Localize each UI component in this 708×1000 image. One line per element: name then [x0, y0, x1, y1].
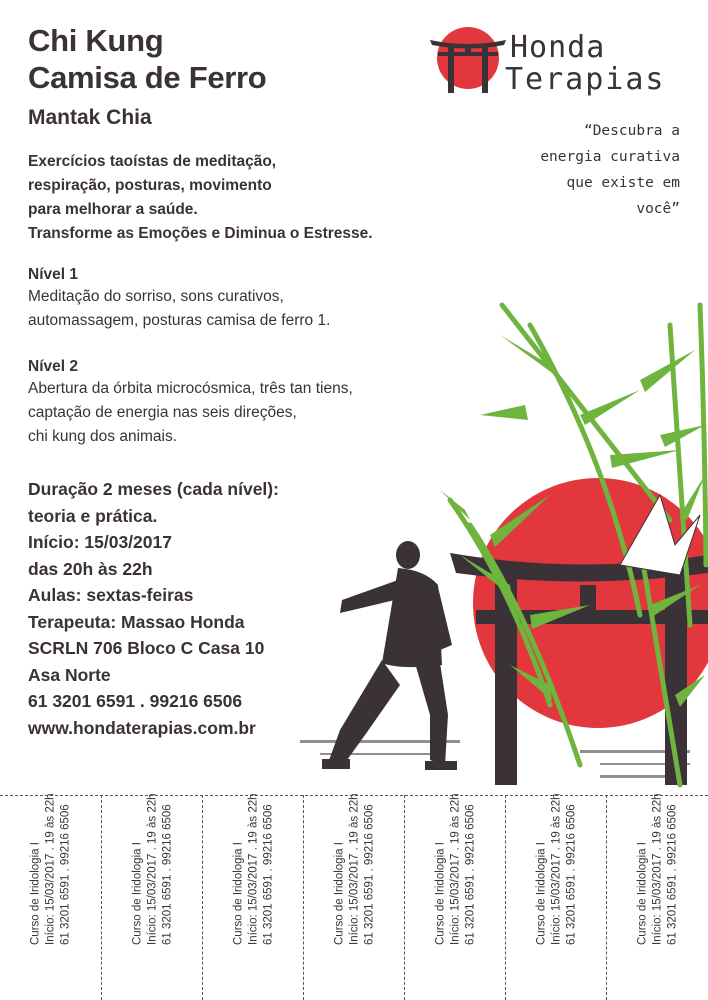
tear-tab-line: Curso de Iridologia I	[232, 842, 244, 945]
tear-tab-line: Curso de Iridologia I	[535, 842, 547, 945]
tear-tab-line: 61 3201 6591 . 99216 6506	[666, 804, 678, 945]
level-2-title: Nível 2	[28, 358, 78, 375]
quote-line: você”	[636, 201, 680, 217]
tear-tab-line: Início: 15/03/2017 . 19 às 22h	[449, 793, 461, 945]
tear-tab-line: Início: 15/03/2017 . 19 às 22h	[247, 793, 259, 945]
intro-line: Exercícios taoístas de meditação,	[28, 153, 277, 170]
page-title	[28, 22, 266, 96]
tear-tab-line: 61 3201 6591 . 99216 6506	[565, 804, 577, 945]
tear-tab-line: 61 3201 6591 . 99216 6506	[464, 804, 476, 945]
tear-tab-text	[433, 793, 478, 945]
detail-line: das 20h às 22h	[28, 558, 153, 579]
tear-off-tabs	[0, 795, 708, 1000]
intro-text	[28, 150, 373, 246]
intro-line: respiração, posturas, movimento	[28, 177, 272, 194]
tear-tab-line: 61 3201 6591 . 99216 6506	[363, 804, 375, 945]
level-1-line: automassagem, posturas camisa de ferro 1.	[28, 312, 331, 329]
quote-line: energia curativa	[540, 149, 680, 165]
level-2-line: Abertura da órbita microcósmica, três tan tiens,	[28, 380, 353, 397]
tear-tab-text	[635, 793, 680, 945]
level-2-line: captação de energia nas seis direções,	[28, 404, 297, 421]
detail-line: Início: 15/03/2017	[28, 532, 172, 552]
level-1-title: Nível 1	[28, 266, 78, 283]
quote-line: que existe em	[566, 175, 680, 191]
tear-tab-text	[130, 793, 175, 945]
tear-tab-line: Início: 15/03/2017 . 19 às 22h	[44, 793, 56, 945]
title-line-1: Chi Kung	[28, 23, 164, 58]
tear-tab[interactable]	[0, 795, 101, 1000]
tear-tab[interactable]	[303, 795, 405, 1000]
detail-line: Asa Norte	[28, 664, 111, 685]
tear-tab-line: Curso de Iridologia I	[636, 842, 648, 945]
tear-tab-line: Início: 15/03/2017 . 19 às 22h	[651, 793, 663, 945]
detail-line: Duração 2 meses (cada nível):	[28, 479, 279, 499]
logo-word-honda: Honda	[510, 30, 606, 65]
tear-tab[interactable]	[505, 795, 607, 1000]
logo-word-terapias: Terapias	[505, 62, 666, 97]
tear-tab[interactable]	[202, 795, 304, 1000]
course-details	[28, 476, 279, 741]
tear-tab[interactable]	[404, 795, 506, 1000]
tear-tab-text	[534, 793, 579, 945]
detail-line: Terapeuta: Massao Honda	[28, 611, 245, 632]
tear-tab-line: Curso de Iridologia I	[29, 842, 41, 945]
quote-line: “Descubra a	[583, 123, 680, 139]
website-link[interactable]: www.hondaterapias.com.br	[28, 717, 256, 738]
tear-tab-line: Curso de Iridologia I	[333, 842, 345, 945]
detail-line: Aulas: sextas-feiras	[28, 585, 194, 605]
tear-tab-text	[28, 793, 73, 945]
slogan-quote	[520, 118, 680, 222]
illustration	[280, 285, 708, 795]
tear-tab-line: Início: 15/03/2017 . 19 às 22h	[550, 793, 562, 945]
tear-tab-line: Curso de Iridologia I	[131, 842, 143, 945]
detail-line: SCRLN 706 Bloco C Casa 10	[28, 638, 265, 658]
title-line-2: Camisa de Ferro	[28, 60, 267, 95]
intro-line: Transforme as Emoções e Diminua o Estresse.	[28, 225, 373, 242]
detail-line: teoria e prática.	[28, 505, 158, 526]
tear-tab-line: Início: 15/03/2017 . 19 às 22h	[348, 793, 360, 945]
level-1-line: Meditação do sorriso, sons curativos,	[28, 288, 284, 305]
author: Mantak Chia	[28, 106, 152, 129]
tear-tab[interactable]	[101, 795, 203, 1000]
tear-tab-text	[231, 793, 276, 945]
tear-tab-line: 61 3201 6591 . 99216 6506	[161, 804, 173, 945]
tear-tab-line: Início: 15/03/2017 . 19 às 22h	[146, 793, 158, 945]
tai-chi-figure-icon	[322, 541, 457, 770]
intro-line: para melhorar a saúde.	[28, 201, 198, 218]
tear-tab-line: 61 3201 6591 . 99216 6506	[59, 804, 71, 945]
torii-logo-icon	[428, 20, 508, 100]
tear-tab-text	[332, 793, 377, 945]
level-2-line: chi kung dos animais.	[28, 428, 178, 445]
detail-line: 61 3201 6591 . 99216 6506	[28, 691, 243, 711]
tear-tab-line: Curso de Iridologia I	[434, 842, 446, 945]
tear-tab[interactable]	[606, 795, 708, 1000]
tear-tab-line: 61 3201 6591 . 99216 6506	[262, 804, 274, 945]
